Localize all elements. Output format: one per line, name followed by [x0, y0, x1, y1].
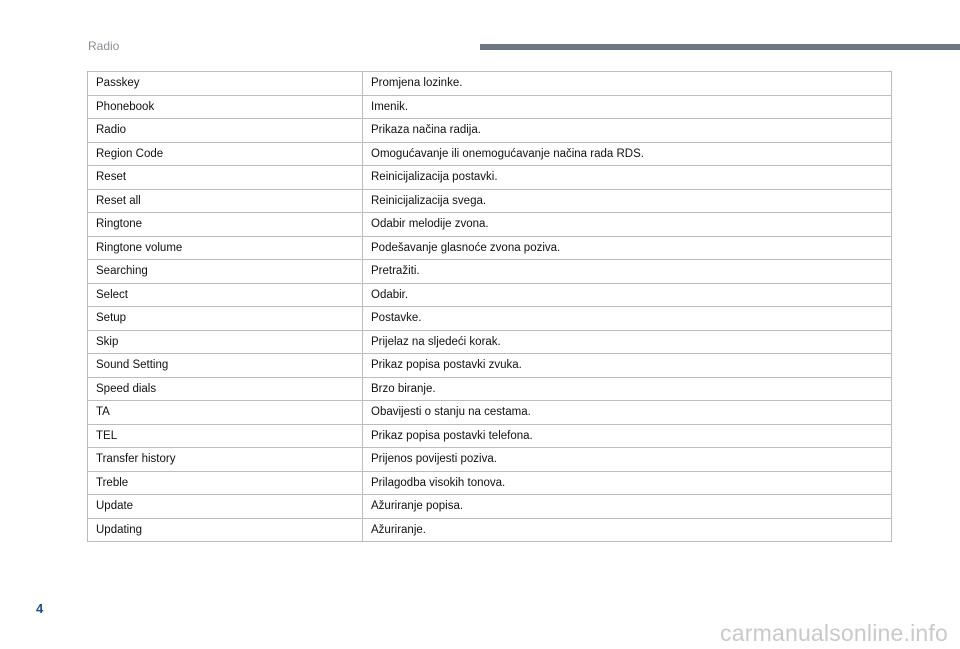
term-cell: Searching — [88, 260, 363, 284]
table-row — [88, 142, 892, 166]
table-row — [88, 236, 892, 260]
table-row — [88, 260, 892, 284]
term-cell: Sound Setting — [88, 354, 363, 378]
glossary-table-body — [88, 72, 892, 542]
definition-cell: Brzo biranje. — [363, 377, 892, 401]
table-row — [88, 166, 892, 190]
table-row — [88, 213, 892, 237]
definition-cell: Obavijesti o stanju na cestama. — [363, 401, 892, 425]
definition-cell: Prikaza načina radija. — [363, 119, 892, 143]
table-row — [88, 471, 892, 495]
header-bar — [480, 44, 960, 50]
definition-cell: Pretražiti. — [363, 260, 892, 284]
definition-cell: Promjena lozinke. — [363, 72, 892, 96]
section-title: Radio — [88, 39, 120, 53]
definition-cell: Imenik. — [363, 95, 892, 119]
definition-cell: Ažuriranje. — [363, 518, 892, 542]
definition-cell: Podešavanje glasnoće zvona poziva. — [363, 236, 892, 260]
table-row — [88, 377, 892, 401]
term-cell: Region Code — [88, 142, 363, 166]
glossary-table-container — [87, 71, 892, 542]
table-row — [88, 307, 892, 331]
table-row — [88, 189, 892, 213]
table-row — [88, 495, 892, 519]
table-row — [88, 283, 892, 307]
table-row — [88, 518, 892, 542]
table-row — [88, 95, 892, 119]
term-cell: Phonebook — [88, 95, 363, 119]
definition-cell: Prilagodba visokih tonova. — [363, 471, 892, 495]
term-cell: Treble — [88, 471, 363, 495]
table-row — [88, 354, 892, 378]
definition-cell: Odabir. — [363, 283, 892, 307]
term-cell: Updating — [88, 518, 363, 542]
table-row — [88, 119, 892, 143]
definition-cell: Prikaz popisa postavki zvuka. — [363, 354, 892, 378]
table-row — [88, 330, 892, 354]
term-cell: Transfer history — [88, 448, 363, 472]
definition-cell: Postavke. — [363, 307, 892, 331]
term-cell: TEL — [88, 424, 363, 448]
term-cell: Select — [88, 283, 363, 307]
definition-cell: Omogućavanje ili onemogućavanje načina rada RDS. — [363, 142, 892, 166]
table-row — [88, 401, 892, 425]
term-cell: TA — [88, 401, 363, 425]
definition-cell: Odabir melodije zvona. — [363, 213, 892, 237]
term-cell: Reset — [88, 166, 363, 190]
term-cell: Skip — [88, 330, 363, 354]
definition-cell: Ažuriranje popisa. — [363, 495, 892, 519]
term-cell: Speed dials — [88, 377, 363, 401]
watermark: carmanualsonline.info — [720, 620, 948, 646]
term-cell: Ringtone volume — [88, 236, 363, 260]
table-row — [88, 424, 892, 448]
term-cell: Reset all — [88, 189, 363, 213]
definition-cell: Prijelaz na sljedeći korak. — [363, 330, 892, 354]
page-number: 4 — [36, 601, 44, 616]
definition-cell: Reinicijalizacija postavki. — [363, 166, 892, 190]
term-cell: Ringtone — [88, 213, 363, 237]
definition-cell: Prijenos povijesti poziva. — [363, 448, 892, 472]
term-cell: Passkey — [88, 72, 363, 96]
definition-cell: Reinicijalizacija svega. — [363, 189, 892, 213]
term-cell: Setup — [88, 307, 363, 331]
term-cell: Radio — [88, 119, 363, 143]
glossary-table — [87, 71, 892, 542]
definition-cell: Prikaz popisa postavki telefona. — [363, 424, 892, 448]
table-row — [88, 72, 892, 96]
term-cell: Update — [88, 495, 363, 519]
table-row — [88, 448, 892, 472]
